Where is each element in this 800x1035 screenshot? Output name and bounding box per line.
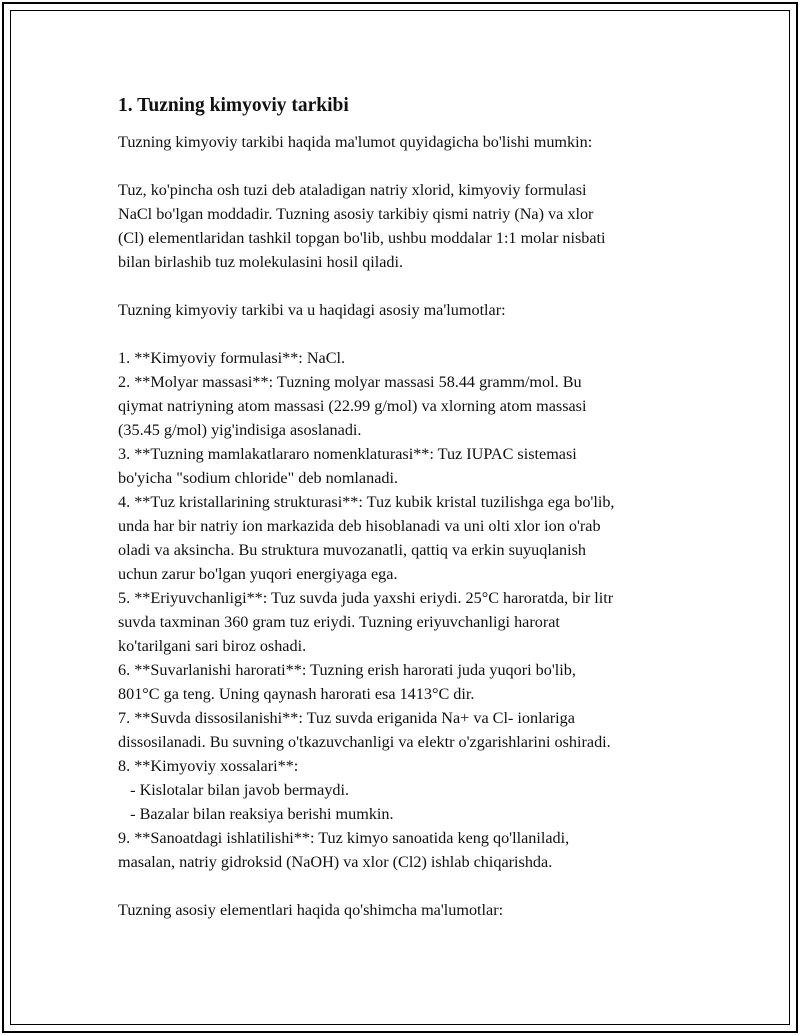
list-item: ko'tarilgani sari biroz oshadi. — [118, 637, 307, 655]
list-item: 7. **Suvda dissosilanishi**: Tuz suvda eriganida Na+ va Cl- ionlariga — [118, 709, 575, 727]
list-item: 2. **Molyar massasi**: Tuzning molyar massasi 58.44 gramm/mol. Bu — [118, 373, 582, 391]
list-item: - Kislotalar bilan javob bermaydi. — [118, 781, 350, 799]
list-item: unda har bir natriy ion markazida deb hisoblanadi va uni olti xlor ion o'rab — [118, 517, 601, 535]
paragraph-gap — [118, 874, 698, 898]
document-title: 1. Tuzning kimyoviy tarkibi — [118, 95, 349, 116]
paragraph-gap — [118, 154, 698, 178]
list-item: 9. **Sanoatdagi ishlatilishi**: Tuz kimyo sanoatida keng qo'llaniladi, — [118, 829, 570, 847]
list-item: uchun zarur bo'lgan yuqori energiyaga ega. — [118, 565, 398, 583]
list-item: 3. **Tuzning mamlakatlararo nomenklaturasi**: Tuz IUPAC sistemasi — [118, 445, 577, 463]
list-item: 5. **Eriyuvchanligi**: Tuz suvda juda yaxshi eriydi. 25°C haroratda, bir litr — [118, 589, 614, 607]
closing-text: Tuzning asosiy elementlari haqida qo'shimcha ma'lumotlar: — [118, 901, 504, 919]
list-item: 1. **Kimyoviy formulasi**: NaCl. — [118, 349, 346, 367]
list-item: bo'yicha "sodium chloride" deb nomlanadi. — [118, 469, 399, 487]
paragraph-line: NaCl bo'lgan moddadir. Tuzning asosiy tarkibiy qismi natriy (Na) va xlor — [118, 205, 594, 223]
list-item: 8. **Kimyoviy xossalari**: — [118, 757, 299, 775]
paragraph-1 — [118, 178, 698, 274]
document-body — [118, 92, 698, 922]
list-item: 801°C ga teng. Uning qaynash harorati esa 1413°C dir. — [118, 685, 475, 703]
paragraph-line: bilan birlashib tuz molekulasini hosil qiladi. — [118, 253, 404, 271]
list-item: 6. **Suvarlanishi harorati**: Tuzning erish harorati juda yuqori bo'lib, — [118, 661, 576, 679]
list-item: qiymat natriyning atom massasi (22.99 g/mol) va xlorning atom massasi — [118, 397, 587, 415]
properties-list — [118, 346, 698, 874]
list-item: masalan, natriy gidroksid (NaOH) va xlor (Cl2) ishlab chiqarishda. — [118, 853, 553, 871]
paragraph-2: Tuzning kimyoviy tarkibi va u haqidagi asosiy ma'lumotlar: — [118, 301, 506, 319]
paragraph-gap — [118, 322, 698, 346]
list-item: (35.45 g/mol) yig'indisiga asoslanadi. — [118, 421, 362, 439]
list-item: oladi va aksincha. Bu struktura muvozanatli, qattiq va erkin suyuqlanish — [118, 541, 586, 559]
intro-text: Tuzning kimyoviy tarkibi haqida ma'lumot quyidagicha bo'lishi mumkin: — [118, 133, 593, 151]
list-item: - Bazalar bilan reaksiya berishi mumkin. — [118, 805, 394, 823]
paragraph-line: (Cl) elementlaridan tashkil topgan bo'lib, ushbu moddalar 1:1 molar nisbati — [118, 229, 606, 247]
list-item: 4. **Tuz kristallarining strukturasi**: Tuz kubik kristal tuzilishga ega bo'lib, — [118, 493, 615, 511]
list-item: dissosilanadi. Bu suvning o'tkazuvchanligi va elektr o'zgarishlarini oshiradi. — [118, 733, 611, 751]
paragraph-gap — [118, 274, 698, 298]
list-item: suvda taxminan 360 gram tuz eriydi. Tuzning eriyuvchanligi harorat — [118, 613, 560, 631]
paragraph-line: Tuz, ko'pincha osh tuzi deb ataladigan natriy xlorid, kimyoviy formulasi — [118, 181, 587, 199]
